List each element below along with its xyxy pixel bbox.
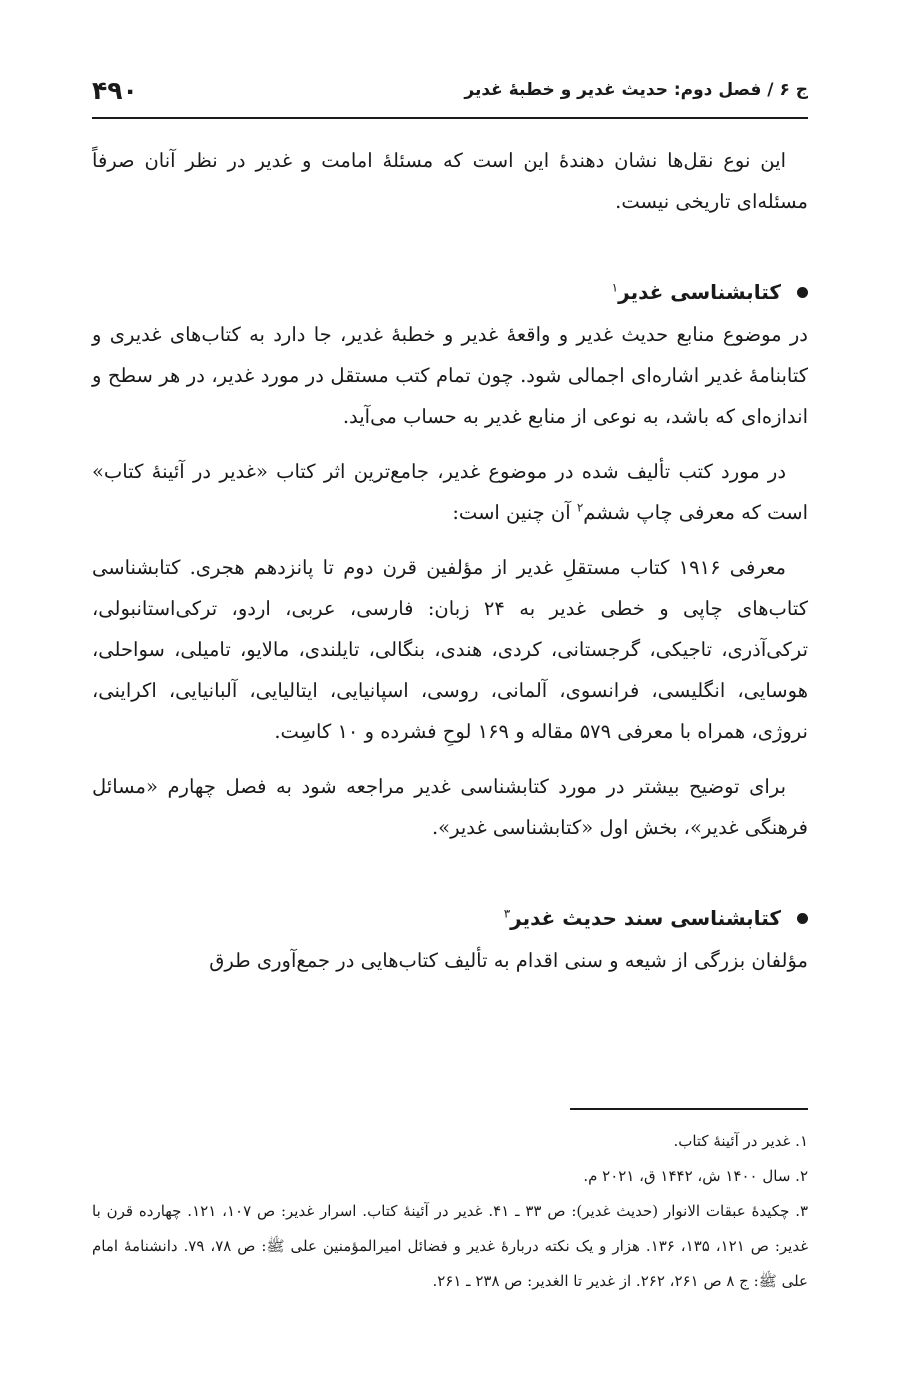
bullet-icon bbox=[797, 287, 808, 298]
footnotes bbox=[92, 1124, 808, 1299]
footnote-2: ۲. سال ۱۴۰۰ ش، ۱۴۴۲ ق، ۲۰۲۱ م. bbox=[583, 1167, 808, 1185]
spacer bbox=[92, 533, 808, 547]
page-header bbox=[92, 70, 808, 110]
spacer bbox=[92, 222, 808, 270]
footnote-ref: ۳ bbox=[503, 906, 511, 921]
heading-text: کتابشناسی سند حدیث غدیر bbox=[510, 906, 781, 930]
heading-text: کتابشناسی غدیر bbox=[618, 280, 781, 304]
para2-text-a: در مورد کتب تألیف شده در موضوع غدیر، جامع‌ترین اثر کتاب «غدیر در آئینۀ کتاب» است که معرفی چاپ ششم bbox=[92, 460, 808, 524]
page-number: ۴۹۰ bbox=[92, 75, 138, 105]
body-text bbox=[92, 140, 808, 981]
book-page bbox=[92, 0, 808, 1390]
section2-paragraph-1: مؤلفان بزرگی از شیعه و سنی اقدام به تألیف کتاب‌هایی در جمع‌آوری طرق bbox=[209, 949, 808, 972]
spacer bbox=[92, 752, 808, 766]
spacer bbox=[92, 437, 808, 451]
footnote-1: ۱. غدیر در آئینۀ کتاب. bbox=[673, 1132, 808, 1150]
spacer bbox=[92, 848, 808, 896]
book-description-quote: معرفی ۱۹۱۶ کتاب مستقلِ غدیر از مؤلفین قرن دوم تا پانزدهم هجری. کتابشناسی کتاب‌های چاپی و خطی غدیر به ۲۴ زبان: فارسی، عربی، اردو، ترکی‌استانبولی، ترکی‌آذری، تاجیکی، گرجستانی، کردی، هندی، بنگالی، تایلندی، مالایو، تامیلی، سواحلی، هوسایی، انگلیسی، فرانسوی، آلمانی، روسی، اسپانیایی، ایتالیایی، آلبانیایی، اکراینی، نروژی، همراه با معرفی ۵۷۹ مقاله و ۱۶۹ لوحِ فشرده و ۱۰ کاسِت. bbox=[92, 556, 809, 743]
heading-text-wrap bbox=[504, 896, 781, 940]
heading-text-wrap bbox=[612, 270, 781, 314]
section1-paragraph-2 bbox=[92, 451, 808, 533]
footnote-ref: ۲ bbox=[576, 500, 584, 515]
bullet-icon bbox=[797, 913, 808, 924]
footnote-divider bbox=[570, 1108, 808, 1110]
section1-paragraph-3: برای توضیح بیشتر در مورد کتابشناسی غدیر مراجعه شود به فصل چهارم «مسائل فرهنگی غدیر»، بخش اول «کتابشناسی غدیر». bbox=[92, 775, 808, 839]
intro-paragraph: این نوع نقل‌ها نشان دهندۀ این است که مسئلۀ امامت و غدیر در نظر آنان صرفاً مسئله‌ای تاریخی نیست. bbox=[92, 149, 808, 213]
section1-paragraph-1: در موضوع منابع حدیث غدیر و واقعۀ غدیر و خطبۀ غدیر، جا دارد به کتاب‌های غدیری و کتابنامۀ غدیر اشاره‌ای اجمالی شود. چون تمام کتب مستقل در مورد غدیر، در هر سطح و اندازه‌ای که باشد، به نوعی از منابع غدیر به حساب می‌آید. bbox=[92, 323, 808, 428]
running-head: ج ۶ / فصل دوم: حدیث غدیر و خطبۀ غدیر bbox=[464, 80, 808, 100]
footnote-3: ۳. چکیدۀ عبقات الانوار (حدیث غدیر): ص ۳۳ ـ ۴۱. غدیر در آئینۀ کتاب. اسرار غدیر: ص ۱۰۷، ۱۲۱. چهارده قرن با غدیر: ص ۱۲۱، ۱۳۵، ۱۳۶. هزار و یک نکته دربارۀ غدیر و فضائل امیرالمؤمنین علی ﷺ: ص ۷۸، ۷۹. دانشنامۀ امام علی ﷺ: ج ۸ ص ۲۶۱، ۲۶۲. از غدیر تا الغدیر: ص ۲۳۸ ـ ۲۶۱. bbox=[92, 1202, 809, 1290]
para2-text-b: آن چنین است: bbox=[452, 501, 577, 524]
footnote-ref: ۱ bbox=[611, 280, 619, 295]
section-heading-bibliography bbox=[92, 270, 808, 314]
section-heading-sanad bbox=[92, 896, 808, 940]
header-divider bbox=[92, 117, 808, 119]
